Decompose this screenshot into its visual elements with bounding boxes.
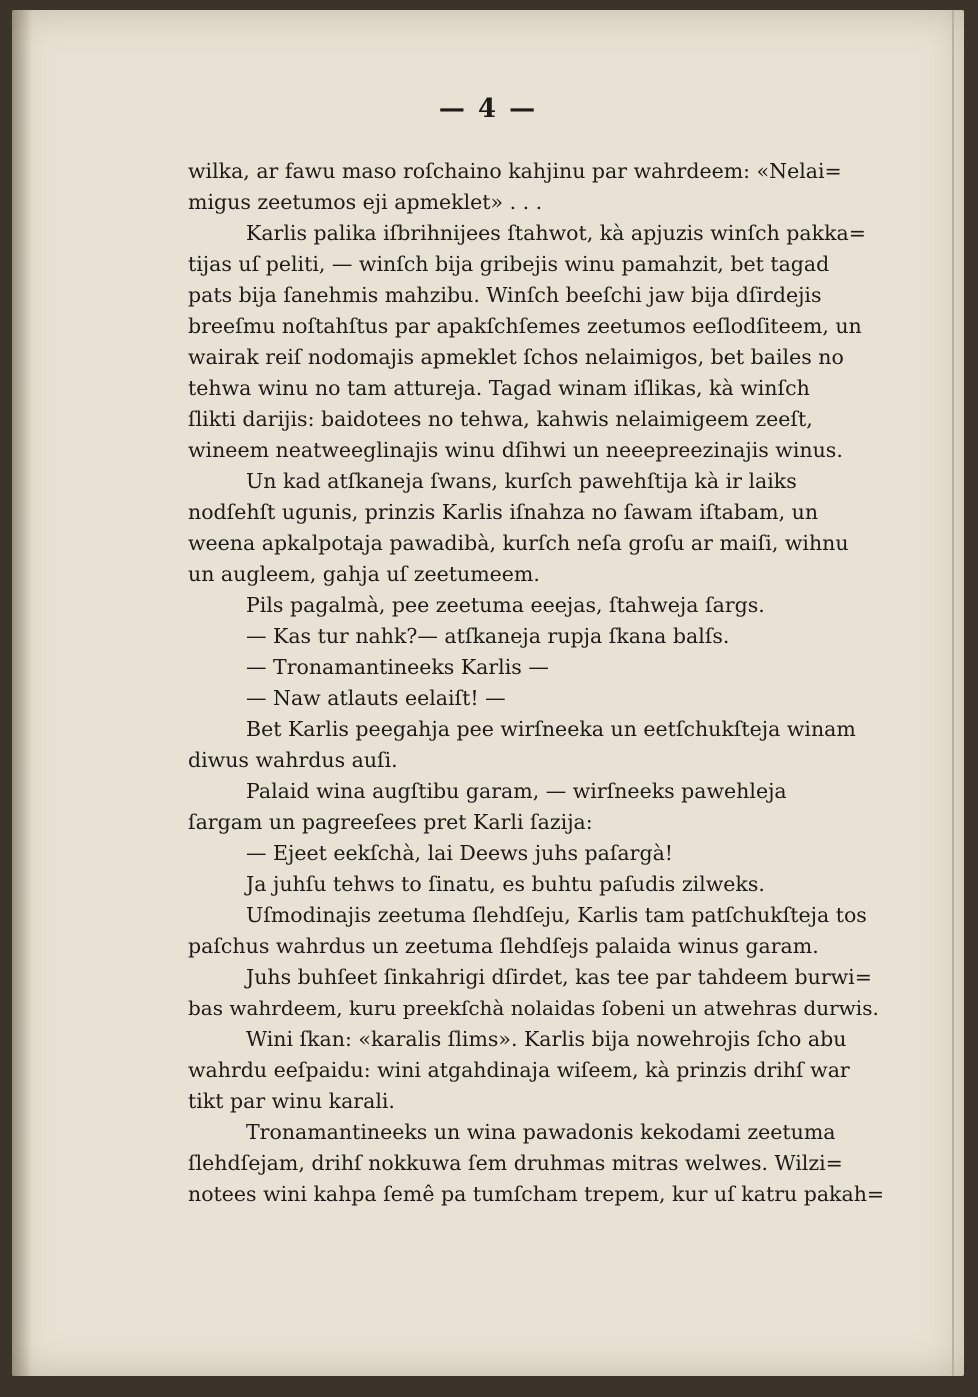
text-line: bas wahrdeem, kuru preekſchà nolaidas ſobeni un atwehras durwis.	[188, 996, 879, 1020]
text-line: Juhs buhſeet ſinkahrigi dſirdet, kas tee par tahdeem burwi=	[246, 965, 872, 989]
text-line: ſlikti darijis: baidotees no tehwa, kahwis nelaimigeem zeeſt,	[188, 407, 813, 431]
text-line: pats bija ſanehmis mahzibu. Winſch beeſchi jaw bija dſirdejis	[188, 283, 822, 307]
text-line: — Ejeet eekſchà, lai Deews juhs paſargà!	[246, 841, 674, 865]
text-line: weena apkalpotaja pawadibà, kurſch neſa groſu ar maiſi, wihnu	[188, 531, 849, 555]
text-line: notees wini kahpa ſemê pa tumſcham trepem, kur uſ katru pakah=	[188, 1182, 884, 1206]
text-line: paſchus wahrdus un zeetuma ſlehdſejs palaida winus garam.	[188, 934, 819, 958]
text-line: diwus wahrdus auſi.	[188, 748, 398, 772]
text-line: Tronamantineeks un wina pawadonis kekodami zeetuma	[246, 1120, 836, 1144]
page-number: — 4 —	[438, 94, 538, 124]
text-line: wilka, ar fawu maso roſchaino kahjinu par wahrdeem: «Nelai=	[188, 159, 842, 183]
text-line: Palaid wina augſtibu garam, — wirſneeks pawehleja	[246, 779, 787, 803]
text-line: ſargam un pagreeſees pret Karli ſazija:	[188, 810, 593, 834]
text-line: — Kas tur nahk?— atſkaneja rupja ſkana balſs.	[246, 624, 730, 648]
text-line: un augleem, gahja uſ zeetumeem.	[188, 562, 540, 586]
text-line: wairak reiſ nodomajis apmeklet ſchos nelaimigos, bet bailes no	[188, 345, 844, 369]
text-line: Karlis palika iſbrihnijees ſtahwot, kà apjuzis winſch pakka=	[246, 221, 866, 245]
book-page	[12, 10, 964, 1376]
text-line: wahrdu eeſpaidu: wini atgahdinaja wiſeem, kà prinzis drihſ war	[188, 1058, 850, 1082]
text-line: tijas uſ peliti, — winſch bija gribejis winu pamahzit, bet tagad	[188, 252, 830, 276]
text-line: Un kad atſkaneja ſwans, kurſch pawehſtija kà ir laiks	[246, 469, 797, 493]
text-line: breeſmu noſtahſtus par apakſchſemes zeetumos eeſlodſiteem, un	[188, 314, 862, 338]
text-line: tikt par winu karali.	[188, 1089, 395, 1113]
text-line: ſlehdſejam, drihſ nokkuwa ſem druhmas mitras welwes. Wilzi=	[188, 1151, 843, 1175]
text-line: Wini ſkan: «karalis ſlims». Karlis bija nowehrojis ſcho abu	[246, 1027, 847, 1051]
text-line: nodſehſt ugunis, prinzis Karlis iſnahza no ſawam iſtabam, un	[188, 500, 819, 524]
page-edge	[952, 10, 954, 1376]
body-text	[188, 156, 884, 1210]
text-line: Uſmodinajis zeetuma ſlehdſeju, Karlis tam patſchukſteja tos	[246, 903, 867, 927]
text-line: Ja juhſu tehws to ſinatu, es buhtu paſudis zilweks.	[246, 872, 765, 896]
text-line: tehwa winu no tam attureja. Tagad winam iſlikas, kà winſch	[188, 376, 810, 400]
text-line: migus zeetumos eji apmeklet» . . .	[188, 190, 543, 214]
text-line: — Naw atlauts eelaiſt! —	[246, 686, 506, 710]
text-line: wineem neatweeglinajis winu dſihwi un neeepreezinajis winus.	[188, 438, 843, 462]
text-line: — Tronamantineeks Karlis —	[246, 655, 549, 679]
text-line: Pils pagalmà, pee zeetuma eeejas, ſtahweja ſargs.	[246, 593, 765, 617]
text-line: Bet Karlis peegahja pee wirſneeka un eetſchukſteja winam	[246, 717, 856, 741]
